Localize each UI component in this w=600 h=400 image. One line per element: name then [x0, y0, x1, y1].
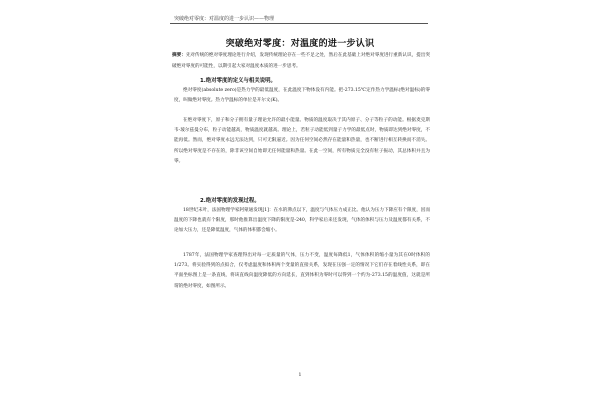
running-head: 突破绝对零度：对温度的进一步认识——物理 — [174, 16, 275, 22]
page-number: 1 — [298, 372, 302, 378]
section-heading-2: 2.绝对零度的发现过程。 — [200, 198, 260, 204]
section-heading-1: 1.绝对零度的定义与相关说明。 — [200, 78, 276, 84]
section-1-paragraph-1: 绝对零度(absolute zero)是热力学的最低温度，在此温度下物体没有内能。把-273.15℃定作热力学温标(绝对温标)的零度，叫做绝对零度。热力学温标的单位是开尔文(K)。 — [174, 88, 430, 104]
abstract-text: 先对传统的绝对零度理论进行介绍，发现传统理论存在一些不足之处，然后在此基础上对绝对零度进行重新认识，提出突破绝对零度的可能性，以期引起大家对温度本质的进一步思考。 — [172, 53, 430, 69]
section-2-paragraph-1: 18世纪末叶，法国物理学家阿蒙通发现[1]：在水的沸点以下，温度与气体压力成正比。他认为压力下降应有个限度，因而温度的下降也就有个限度，那时他推算出温度下降的限度是-240，科学家后来还发现，气体的体积与压力及温度都有关系，不论加大压力，还是降低温度，气体的体积都会缩小。 — [174, 208, 430, 234]
page-title: 突破绝对零度：对温度的进一步认识 — [225, 39, 375, 49]
header-rule — [170, 23, 428, 24]
section-2-paragraph-2: 1787年，法国物理学家查理得出对每一定质量的气体，压力不变，温度每降低1，气体体积的缩小量为其在0时体积的1/273。将实验得到的点拟合，仅考虑温度和体积两个变量的直接关系，发现在压强一定的情况下它们存在着线性关系，即在平面坐标图上是一条直线，将该直线向温度降低的方向延长，直到体积为零时可以得到一个约为-273.15的温度值，这就是所谓的绝对零度，如图所示。 — [174, 253, 430, 289]
abstract-label: 摘要： — [172, 53, 186, 58]
section-1-paragraph-2: 在绝对零度下，原子和分子拥有量子理论允许的最小能量。物质的温度取决于其内原子、分子等粒子的动能。根据麦克斯韦-玻尔兹曼分布，粒子动能越高，物质温度就越高。理论上，若粒子动能低到量子力学的最低点时，物质即达到绝对零度，不能再低。然而，绝对零度永远无法达到，只可无限逼近。因为任何空间必然存在能量和热量，也不断进行相互转换而不消失。所以绝对零度是不存在的，除非该空间自始即无任何能量和热量。在此一空间，所有物质完全没有粒子振动，其总体积并且为零。 — [174, 118, 430, 164]
abstract — [172, 51, 430, 72]
